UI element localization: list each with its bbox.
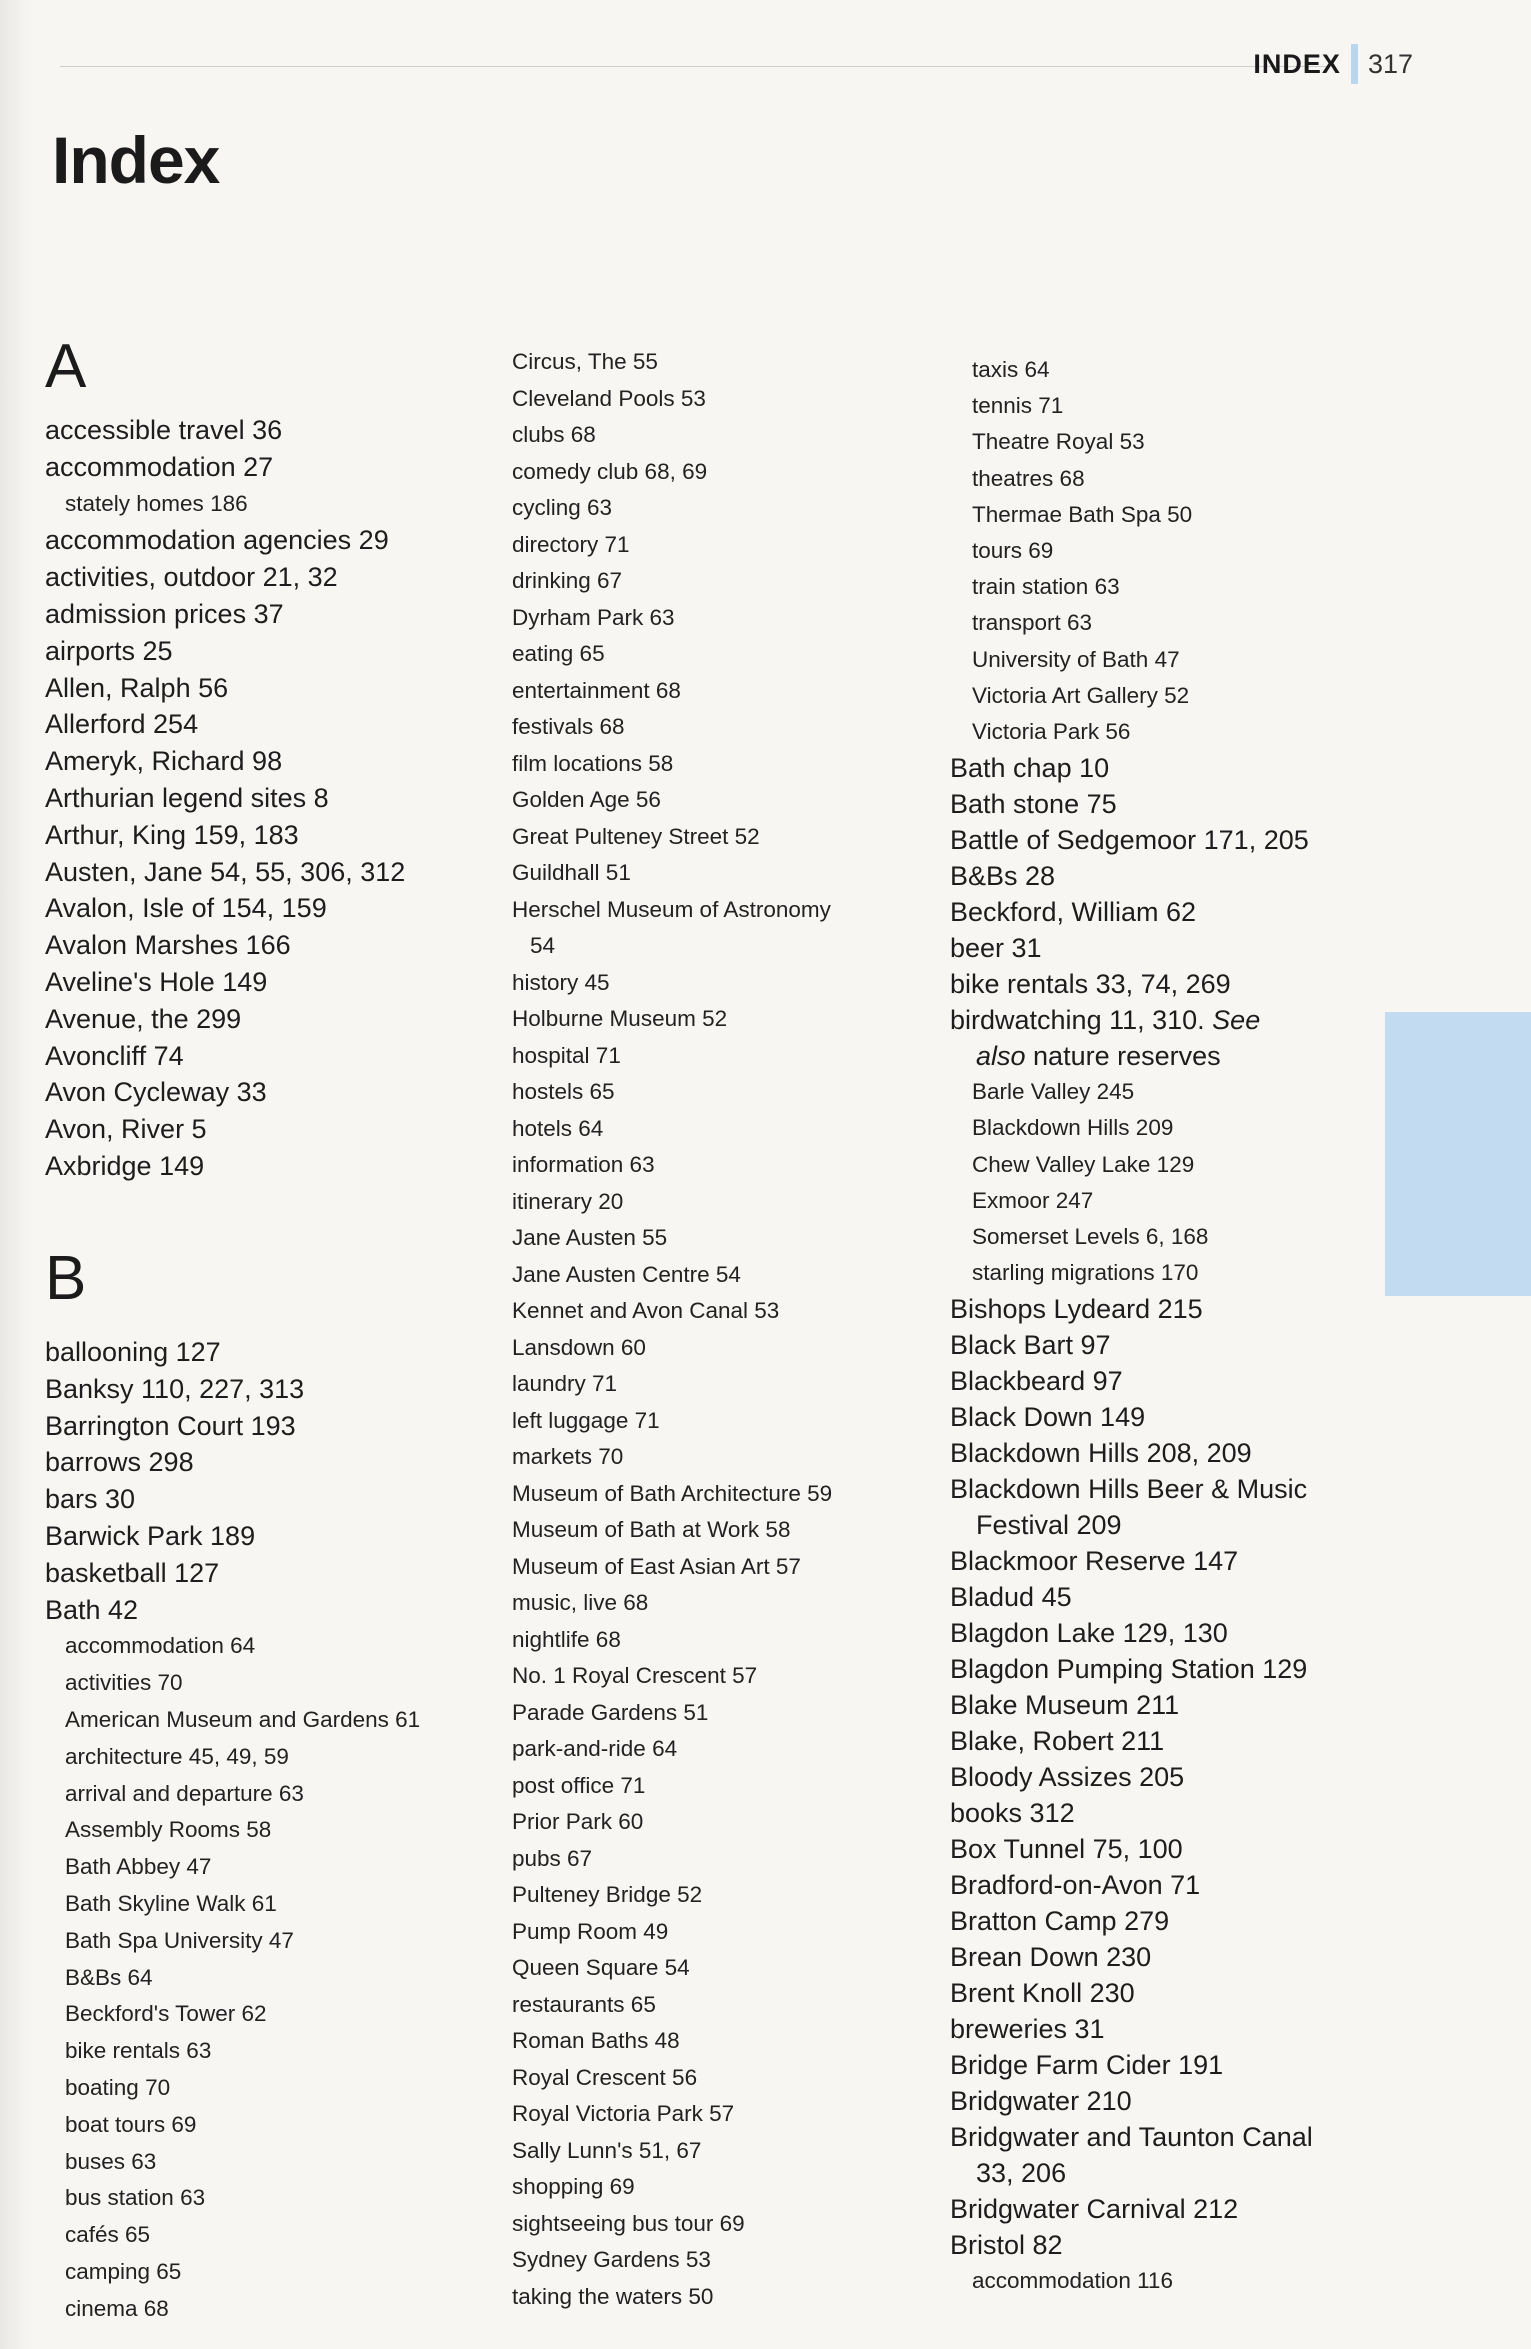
entry-text: Bristol 82	[950, 2230, 1063, 2261]
entry-text: cafés 65	[65, 2222, 151, 2248]
index-subentry: markets 70	[512, 1444, 624, 1469]
index-subentry: information 63	[512, 1152, 655, 1177]
index-entry	[45, 412, 405, 449]
index-subentry: Prior Park 60	[512, 1809, 644, 1834]
entry-continuation: 33, 206	[976, 2158, 1067, 2189]
index-subentry: Royal Victoria Park 57	[512, 2101, 735, 2126]
entry-text: accommodation agencies 29	[45, 525, 389, 556]
index-subentry: Pump Room 49	[512, 1918, 669, 1944]
index-subentry	[950, 352, 1313, 388]
index-subentry	[950, 642, 1313, 678]
index-entry	[45, 1334, 420, 1371]
entry-text: buses 63	[65, 2148, 157, 2174]
section-b-entries	[45, 1334, 420, 2328]
entry-text: admission prices 37	[45, 598, 284, 629]
index-entry	[950, 1975, 1313, 2011]
index-subentry: pubs 67	[512, 1845, 593, 1871]
index-subentry	[950, 388, 1313, 424]
index-subentry: history 45	[512, 969, 610, 995]
section-letter-b: B	[45, 1244, 87, 1313]
index-entry	[45, 449, 405, 486]
entry-text: Blake Museum 211	[950, 1690, 1180, 1721]
index-entry	[45, 964, 405, 1001]
entry-text: Avenue, the 299	[45, 1003, 242, 1034]
entry-text: accessible travel 36	[45, 415, 283, 445]
index-subentry	[950, 533, 1313, 569]
index-subentry	[950, 2263, 1313, 2299]
entry-text: Barle Valley 245	[972, 1079, 1135, 1105]
index-entry	[950, 1759, 1313, 1795]
entry-text: B&Bs 28	[950, 861, 1056, 892]
index-subentry	[950, 424, 1313, 460]
index-entry	[45, 890, 405, 927]
entry-text: Bridgwater Carnival 212	[950, 2194, 1239, 2225]
column-3-entries	[950, 352, 1313, 2300]
entry-text: boating 70	[65, 2074, 171, 2100]
entry-text: arrival and departure 63	[65, 1780, 304, 1806]
index-entry	[950, 786, 1313, 822]
index-subentry	[45, 2033, 420, 2070]
index-subentry: Roman Baths 48	[512, 2028, 680, 2053]
page-number: 317	[1367, 48, 1413, 79]
entry-text: Bishops Lydeard 215	[950, 1294, 1203, 1325]
index-entry	[45, 670, 405, 707]
index-subentry	[45, 2144, 420, 2181]
index-subentry	[45, 2291, 420, 2328]
index-subentry: Cleveland Pools 53	[512, 385, 706, 411]
index-subentry	[45, 2107, 420, 2144]
index-entry	[950, 822, 1313, 858]
index-entry	[950, 2083, 1313, 2119]
index-subentry: laundry 71	[512, 1371, 618, 1396]
index-subentry	[45, 1739, 420, 1776]
entry-text: Bridgwater 210	[950, 2086, 1132, 2117]
entry-text: Bath Spa University 47	[65, 1927, 294, 1953]
index-entry	[45, 780, 405, 817]
entry-text: Bladud 45	[950, 1582, 1072, 1613]
index-entry	[45, 633, 405, 670]
index-entry	[950, 2119, 1313, 2191]
index-subentry: Museum of Bath Architecture 59	[512, 1480, 833, 1506]
index-subentry	[950, 1183, 1313, 1219]
index-subentry: directory 71	[512, 531, 630, 557]
index-entry	[950, 1399, 1313, 1435]
running-head-marker	[1351, 44, 1358, 84]
index-entry	[45, 1148, 405, 1185]
index-subentry: drinking 67	[512, 568, 623, 593]
index-entry	[950, 1363, 1313, 1399]
index-entry	[950, 1002, 1313, 1074]
index-subentry: Jane Austen Centre 54	[512, 1261, 741, 1287]
index-entry	[45, 1001, 405, 1038]
index-entry	[950, 1579, 1313, 1615]
index-subentry: Herschel Museum of Astronomy	[512, 896, 831, 922]
index-subentry	[950, 461, 1313, 497]
index-entry	[950, 894, 1313, 930]
entry-text: basketball 127	[45, 1557, 220, 1588]
entry-text: Victoria Park 56	[972, 719, 1131, 745]
entry-text: Bridgwater and Taunton Canal	[950, 2122, 1313, 2153]
entry-continuation: also nature reserves	[976, 1041, 1221, 1072]
entry-text: Blagdon Pumping Station 129	[950, 1654, 1308, 1685]
entry-text: bars 30	[45, 1484, 136, 1515]
index-entry	[950, 930, 1313, 966]
entry-text: Blagdon Lake 129, 130	[950, 1618, 1228, 1649]
index-entry	[45, 854, 405, 891]
index-subentry	[950, 605, 1313, 641]
index-entry	[950, 966, 1313, 1002]
entry-text: Bloody Assizes 205	[950, 1762, 1185, 1793]
index-subentry	[950, 1255, 1313, 1291]
entry-text: Barrington Court 193	[45, 1410, 296, 1441]
index-subentry	[45, 2217, 420, 2254]
index-entry	[45, 1074, 405, 1111]
entry-text: activities 70	[65, 1670, 183, 1696]
entry-text: camping 65	[65, 2258, 182, 2284]
entry-text: taxis 64	[972, 357, 1050, 382]
entry-text: Chew Valley Lake 129	[972, 1151, 1195, 1177]
index-subentry	[45, 1849, 420, 1886]
entry-text: Bath stone 75	[950, 789, 1117, 820]
book-binding-shadow	[0, 0, 34, 2349]
index-subentry: itinerary 20	[512, 1188, 624, 1214]
index-subentry: Great Pulteney Street 52	[512, 823, 760, 849]
index-subentry	[45, 2180, 420, 2217]
entry-continuation: Festival 209	[976, 1510, 1122, 1541]
entry-text: birdwatching 11, 310.	[950, 1005, 1213, 1036]
entry-text: Aveline's Hole 149	[45, 966, 268, 997]
index-subentry: Sally Lunn's 51, 67	[512, 2137, 702, 2163]
index-entry	[45, 1111, 405, 1148]
index-subentry: Guildhall 51	[512, 860, 631, 885]
entry-text: cinema 68	[65, 2295, 169, 2321]
index-entry	[950, 2011, 1313, 2047]
entry-text: beer 31	[950, 933, 1042, 964]
entry-text: tennis 71	[972, 393, 1064, 419]
index-subentry	[45, 1665, 420, 1702]
index-subentry	[950, 678, 1313, 714]
entry-text: Bath Skyline Walk 61	[65, 1890, 277, 1916]
entry-text: Somerset Levels 6, 168	[972, 1224, 1209, 1250]
index-subentry: Lansdown 60	[512, 1334, 646, 1360]
index-entry	[950, 1867, 1313, 1903]
index-entry	[45, 1444, 420, 1481]
index-entry	[950, 1687, 1313, 1723]
entry-text: B&Bs 64	[65, 1964, 153, 1990]
index-entry	[45, 522, 405, 559]
index-entry	[950, 1435, 1313, 1471]
index-entry	[950, 1615, 1313, 1651]
entry-text: Avalon Marshes 166	[45, 930, 291, 961]
entry-text: Exmoor 247	[972, 1187, 1094, 1213]
index-subentry	[950, 1110, 1313, 1146]
index-entry	[950, 1291, 1313, 1327]
index-entry	[950, 1723, 1313, 1759]
entry-text: Brent Knoll 230	[950, 1978, 1135, 2009]
entry-text: Arthurian legend sites 8	[45, 782, 329, 813]
index-subentry: left luggage 71	[512, 1407, 660, 1433]
index-entry	[45, 1481, 420, 1518]
index-subentry: nightlife 68	[512, 1626, 621, 1652]
entry-text: Blackbeard 97	[950, 1366, 1123, 1397]
index-subentry: Royal Crescent 56	[512, 2064, 698, 2090]
index-entry	[950, 1651, 1313, 1687]
index-entry	[950, 1831, 1313, 1867]
entry-text: Avalon, Isle of 154, 159	[45, 893, 327, 924]
entry-text: Austen, Jane 54, 55, 306, 312	[45, 856, 406, 887]
entry-text: Bath Abbey 47	[65, 1854, 212, 1880]
entry-text: Bath chap 10	[950, 753, 1110, 784]
entry-text: Battle of Sedgemoor 171, 205	[950, 825, 1309, 856]
entry-text: bike rentals 63	[65, 2038, 212, 2064]
entry-text: tours 69	[972, 538, 1054, 564]
index-subentry: hospital 71	[512, 1042, 621, 1068]
index-subentry: hostels 65	[512, 1079, 615, 1104]
index-subentry: sightseeing bus tour 69	[512, 2210, 745, 2236]
index-subentry: Circus, The 55	[512, 349, 658, 374]
entry-text: Avoncliff 74	[45, 1040, 184, 1071]
index-entry	[45, 743, 405, 780]
index-entry	[45, 596, 405, 633]
index-entry	[45, 817, 405, 854]
index-subentry: Golden Age 56	[512, 787, 661, 812]
entry-text: train station 63	[972, 574, 1120, 600]
index-subentry: Sydney Gardens 53	[512, 2247, 711, 2272]
entry-text: activities, outdoor 21, 32	[45, 562, 338, 593]
page-title: Index	[52, 123, 220, 197]
index-subentry: Parade Gardens 51	[512, 1699, 709, 1725]
index-subentry: restaurants 65	[512, 1991, 656, 2017]
index-subentry: Dyrham Park 63	[512, 604, 675, 630]
index-subentry	[45, 486, 405, 523]
index-subentry	[45, 1776, 420, 1813]
index-entry	[45, 706, 405, 743]
index-entry	[950, 1939, 1313, 1975]
entry-text: bike rentals 33, 74, 269	[950, 969, 1231, 1000]
index-entry	[45, 1371, 420, 1408]
entry-text: Bratton Camp 279	[950, 1906, 1170, 1937]
entry-text: Avon, River 5	[45, 1114, 207, 1145]
index-subentry	[45, 1960, 420, 1997]
entry-text: Barwick Park 189	[45, 1520, 256, 1551]
index-subentry: festivals 68	[512, 714, 625, 739]
index-subentry: music, live 68	[512, 1590, 649, 1615]
index-entry	[950, 1471, 1313, 1543]
entry-text: Blackdown Hills 209	[972, 1115, 1174, 1141]
index-entry	[950, 750, 1313, 786]
index-subentry: Kennet and Avon Canal 53	[512, 1298, 780, 1323]
entry-text: books 312	[950, 1798, 1075, 1829]
section-a-entries	[45, 412, 405, 1185]
index-subentry	[950, 1074, 1313, 1110]
entry-text: Bradford-on-Avon 71	[950, 1870, 1201, 1901]
section-letter-a: A	[45, 332, 87, 401]
entry-text: Bridge Farm Cider 191	[950, 2050, 1224, 2081]
column-2-entries	[512, 344, 832, 2315]
index-subentry: shopping 69	[512, 2174, 635, 2199]
entry-text: ballooning 127	[45, 1337, 221, 1367]
index-subentry: clubs 68	[512, 422, 596, 447]
entry-text: Axbridge 149	[45, 1150, 205, 1181]
entry-text: Allerford 254	[45, 709, 199, 740]
entry-text: Brean Down 230	[950, 1942, 1152, 1973]
index-subentry: Jane Austen 55	[512, 1225, 668, 1250]
index-subentry: post office 71	[512, 1772, 646, 1798]
index-subentry: Museum of East Asian Art 57	[512, 1553, 801, 1579]
entry-text: Assembly Rooms 58	[65, 1817, 272, 1843]
index-subentry: Holburne Museum 52	[512, 1006, 728, 1031]
index-entry	[45, 1592, 420, 1629]
entry-text: Avon Cycleway 33	[45, 1077, 267, 1108]
index-subentry	[45, 1996, 420, 2033]
index-subentry: entertainment 68	[512, 677, 681, 703]
index-subentry: comedy club 68, 69	[512, 458, 708, 484]
thumb-index-tab	[1385, 1012, 1531, 1296]
entry-text: stately homes 186	[65, 490, 248, 516]
index-subentry	[950, 1219, 1313, 1255]
entry-text: accommodation 116	[972, 2268, 1173, 2294]
entry-text: Banksy 110, 227, 313	[45, 1373, 305, 1404]
index-subentry: hotels 64	[512, 1115, 604, 1141]
running-head-section: INDEX	[1253, 48, 1341, 79]
entry-text: theatres 68	[972, 465, 1085, 491]
index-entry	[950, 1903, 1313, 1939]
entry-text: Allen, Ralph 56	[45, 672, 229, 703]
index-subentry	[45, 1628, 420, 1665]
entry-text: Theatre Royal 53	[972, 429, 1145, 455]
index-entry	[950, 1327, 1313, 1363]
index-subentry: film locations 58	[512, 750, 674, 776]
entry-text: Black Down 149	[950, 1402, 1146, 1433]
index-subentry: park-and-ride 64	[512, 1736, 678, 1761]
index-subentry	[45, 1886, 420, 1923]
index-entry	[45, 1555, 420, 1592]
index-subentry	[45, 2070, 420, 2107]
index-entry	[950, 2227, 1313, 2263]
entry-text: Victoria Art Gallery 52	[972, 682, 1190, 708]
index-subentry	[950, 714, 1313, 750]
entry-text: Arthur, King 159, 183	[45, 819, 299, 850]
index-entry	[45, 1518, 420, 1555]
entry-text: bus station 63	[65, 2185, 206, 2211]
entry-text: breweries 31	[950, 2014, 1105, 2045]
index-entry	[45, 1038, 405, 1075]
index-subentry	[45, 2254, 420, 2291]
entry-text: barrows 298	[45, 1447, 194, 1478]
running-head	[1253, 44, 1413, 84]
entry-text: American Museum and Gardens 61	[65, 1706, 421, 1732]
index-subentry: eating 65	[512, 641, 605, 666]
index-subentry: taking the waters 50	[512, 2283, 714, 2309]
index-subentry: 54	[530, 933, 556, 958]
entry-text: architecture 45, 49, 59	[65, 1743, 289, 1769]
entry-text: Thermae Bath Spa 50	[972, 501, 1193, 527]
index-subentry: Museum of Bath at Work 58	[512, 1517, 791, 1542]
index-subentry: No. 1 Royal Crescent 57	[512, 1663, 758, 1688]
index-entry	[950, 1543, 1313, 1579]
index-entry	[950, 2047, 1313, 2083]
entry-text: Black Bart 97	[950, 1330, 1111, 1361]
index-subentry	[45, 1812, 420, 1849]
entry-text: Blackdown Hills 208, 209	[950, 1438, 1252, 1469]
index-subentry	[950, 497, 1313, 533]
index-subentry	[45, 1702, 420, 1739]
entry-text: airports 25	[45, 635, 173, 666]
index-entry	[950, 2191, 1313, 2227]
index-subentry	[950, 569, 1313, 605]
entry-text: Box Tunnel 75, 100	[950, 1834, 1183, 1865]
header-rule	[60, 66, 1330, 67]
entry-text: transport 63	[972, 610, 1093, 636]
entry-text: boat tours 69	[65, 2111, 197, 2137]
entry-text: Blake, Robert 211	[950, 1726, 1165, 1757]
entry-text: Bath 42	[45, 1594, 139, 1625]
see-reference: See	[1212, 1005, 1261, 1036]
index-subentry	[950, 1147, 1313, 1183]
index-subentry: Pulteney Bridge 52	[512, 1882, 703, 1907]
entry-text: accommodation 27	[45, 451, 274, 482]
index-entry	[950, 1795, 1313, 1831]
entry-text: Beckford's Tower 62	[65, 2001, 267, 2027]
index-entry	[45, 559, 405, 596]
entry-text: Beckford, William 62	[950, 897, 1197, 928]
entry-text: accommodation 64	[65, 1633, 256, 1659]
index-entry	[45, 927, 405, 964]
index-entry	[950, 858, 1313, 894]
index-subentry	[45, 1923, 420, 1960]
index-subentry: cycling 63	[512, 495, 613, 520]
entry-text: Ameryk, Richard 98	[45, 746, 283, 777]
index-entry	[45, 1408, 420, 1445]
entry-text: Blackdown Hills Beer & Music	[950, 1474, 1308, 1505]
entry-text: starling migrations 170	[972, 1260, 1199, 1286]
entry-text: Blackmoor Reserve 147	[950, 1546, 1239, 1577]
index-subentry: Queen Square 54	[512, 1955, 690, 1980]
entry-text: University of Bath 47	[972, 646, 1180, 672]
